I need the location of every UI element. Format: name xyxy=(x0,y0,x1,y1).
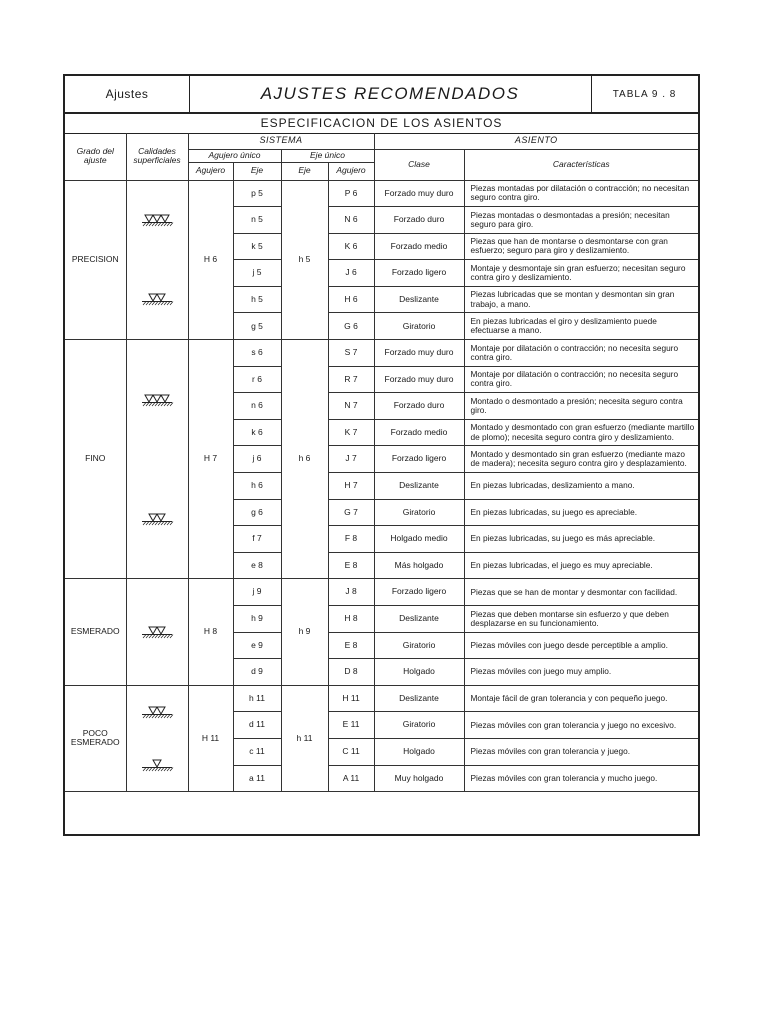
clase-cell: Deslizante xyxy=(374,473,464,500)
agujero-unico-eje-cell: d 9 xyxy=(233,659,281,686)
eje-unico-eje-cell: h 9 xyxy=(281,579,328,685)
caracteristicas-cell: Piezas lubricadas que se montan y desmontan sin gran trabajo, a mano. xyxy=(464,286,698,313)
table-row xyxy=(65,685,698,712)
caracteristicas-cell: Montaje fácil de gran tolerancia y con pequeño juego. xyxy=(464,685,698,712)
agujero-unico-eje-cell: j 5 xyxy=(233,260,281,287)
eje-unico-agujero-cell: C 11 xyxy=(328,738,374,765)
caracteristicas-cell: En piezas lubricadas el giro y deslizamiento puede efectuarse a mano. xyxy=(464,313,698,340)
eje-unico-agujero-cell: H 6 xyxy=(328,286,374,313)
grado-cell: POCO ESMERADO xyxy=(65,685,126,791)
agujero-unico-eje-cell: r 6 xyxy=(233,366,281,393)
agujero-unico-eje-cell: k 6 xyxy=(233,419,281,446)
eje-unico-agujero-cell: P 6 xyxy=(328,180,374,207)
caracteristicas-cell: Montaje por dilatación o contracción; no necesita seguro contra giro. xyxy=(464,366,698,393)
agujero-unico-agujero-cell: H 7 xyxy=(188,340,233,579)
col-header-grado: Grado del ajuste xyxy=(65,133,126,180)
surface-symbols xyxy=(127,181,188,340)
caracteristicas-cell: Piezas móviles con juego muy amplio. xyxy=(464,659,698,686)
caracteristicas-cell: Montado o desmontado a presión; necesita seguro contra giro. xyxy=(464,393,698,420)
caracteristicas-cell: Piezas móviles con gran tolerancia y mucho juego. xyxy=(464,765,698,792)
agujero-unico-eje-cell: g 5 xyxy=(233,313,281,340)
eje-unico-eje-cell: h 11 xyxy=(281,685,328,791)
grado-cell: ESMERADO xyxy=(65,579,126,685)
fits-table-body xyxy=(65,180,698,792)
caracteristicas-cell: En piezas lubricadas, su juego es más apreciable. xyxy=(464,526,698,553)
table-subtitle: ESPECIFICACION DE LOS ASIENTOS xyxy=(65,112,698,134)
eje-unico-agujero-cell: D 8 xyxy=(328,659,374,686)
eje-unico-agujero-cell: N 7 xyxy=(328,393,374,420)
col-header-agujero-2: Agujero xyxy=(328,162,374,180)
eje-unico-agujero-cell: H 8 xyxy=(328,606,374,633)
clase-cell: Forzado duro xyxy=(374,207,464,234)
clase-cell: Giratorio xyxy=(374,313,464,340)
triple-triangle-icon xyxy=(138,213,176,227)
caracteristicas-cell: Piezas montadas o desmontadas a presión; necesitan seguro para giro. xyxy=(464,207,698,234)
clase-cell: Forzado ligero xyxy=(374,260,464,287)
clase-cell: Holgado medio xyxy=(374,526,464,553)
agujero-unico-eje-cell: h 9 xyxy=(233,606,281,633)
clase-cell: Giratorio xyxy=(374,499,464,526)
eje-unico-agujero-cell: E 8 xyxy=(328,552,374,579)
double-triangle-icon xyxy=(138,292,176,306)
caracteristicas-cell: Montaje por dilatación o contracción; no necesita seguro contra giro. xyxy=(464,340,698,367)
table-number: TABLA 9 . 8 xyxy=(612,88,677,100)
clase-cell: Forzado ligero xyxy=(374,446,464,473)
col-header-eje-unico: Eje único xyxy=(281,149,374,162)
agujero-unico-agujero-cell: H 6 xyxy=(188,180,233,340)
surface-symbols xyxy=(127,579,188,684)
clase-cell: Giratorio xyxy=(374,712,464,739)
caracteristicas-cell: Piezas que deben montarse sin esfuerzo y que deben desplazarse en su funcionamiento. xyxy=(464,606,698,633)
eje-unico-agujero-cell: H 7 xyxy=(328,473,374,500)
col-header-eje-2: Eje xyxy=(281,162,328,180)
caracteristicas-cell: Piezas montadas por dilatación o contracción; no necesitan seguro contra giro. xyxy=(464,180,698,207)
surface-finish-cell xyxy=(126,579,188,685)
clase-cell: Deslizante xyxy=(374,286,464,313)
triple-triangle-icon xyxy=(138,393,176,407)
clase-cell: Forzado muy duro xyxy=(374,180,464,207)
agujero-unico-agujero-cell: H 8 xyxy=(188,579,233,685)
table-row xyxy=(65,180,698,207)
caracteristicas-cell: Montado y desmontado sin gran esfuerzo (mediante mazo de madera); necesita seguro contra giro y desplazamiento. xyxy=(464,446,698,473)
eje-unico-agujero-cell: K 6 xyxy=(328,233,374,260)
eje-unico-agujero-cell: R 7 xyxy=(328,366,374,393)
clase-cell: Muy holgado xyxy=(374,765,464,792)
eje-unico-eje-cell: h 5 xyxy=(281,180,328,340)
col-header-caracteristicas: Características xyxy=(464,149,698,180)
eje-unico-eje-cell: h 6 xyxy=(281,340,328,579)
agujero-unico-eje-cell: e 9 xyxy=(233,632,281,659)
header-bar xyxy=(65,76,698,114)
table-sheet xyxy=(63,74,700,836)
col-header-agujero-unico: Agujero único xyxy=(188,149,281,162)
eje-unico-agujero-cell: E 11 xyxy=(328,712,374,739)
agujero-unico-eje-cell: f 7 xyxy=(233,526,281,553)
caracteristicas-cell: Piezas móviles con gran tolerancia y juego no excesivo. xyxy=(464,712,698,739)
agujero-unico-eje-cell: n 5 xyxy=(233,207,281,234)
fits-table xyxy=(65,133,698,792)
clase-cell: Giratorio xyxy=(374,632,464,659)
eje-unico-agujero-cell: G 7 xyxy=(328,499,374,526)
agujero-unico-eje-cell: p 5 xyxy=(233,180,281,207)
eje-unico-agujero-cell: N 6 xyxy=(328,207,374,234)
agujero-unico-eje-cell: a 11 xyxy=(233,765,281,792)
col-header-sistema: SISTEMA xyxy=(188,133,374,149)
caracteristicas-cell: Montado y desmontado con gran esfuerzo (mediante martillo de plomo); necesita seguro contra giro y deslizamiento. xyxy=(464,419,698,446)
col-header-agujero-1: Agujero xyxy=(188,162,233,180)
eje-unico-agujero-cell: A 11 xyxy=(328,765,374,792)
agujero-unico-eje-cell: j 9 xyxy=(233,579,281,606)
eje-unico-agujero-cell: J 6 xyxy=(328,260,374,287)
caracteristicas-cell: Montaje y desmontaje sin gran esfuerzo; necesitan seguro contra giro y deslizamiento. xyxy=(464,260,698,287)
clase-cell: Más holgado xyxy=(374,552,464,579)
grado-cell: PRECISION xyxy=(65,180,126,340)
col-header-calidades: Calidades superficiales xyxy=(126,133,188,180)
agujero-unico-eje-cell: j 6 xyxy=(233,446,281,473)
eje-unico-agujero-cell: G 6 xyxy=(328,313,374,340)
page-title: AJUSTES RECOMENDADOS xyxy=(189,76,592,112)
col-header-asiento: ASIENTO xyxy=(374,133,698,149)
double-triangle-icon xyxy=(138,705,176,719)
clase-cell: Forzado muy duro xyxy=(374,340,464,367)
table-row xyxy=(65,340,698,367)
agujero-unico-eje-cell: h 6 xyxy=(233,473,281,500)
clase-cell: Holgado xyxy=(374,659,464,686)
eje-unico-agujero-cell: F 8 xyxy=(328,526,374,553)
surface-symbols xyxy=(127,686,188,791)
eje-unico-agujero-cell: H 11 xyxy=(328,685,374,712)
caracteristicas-cell: Piezas que se han de montar y desmontar con facilidad. xyxy=(464,579,698,606)
surface-finish-cell xyxy=(126,685,188,791)
eje-unico-agujero-cell: J 7 xyxy=(328,446,374,473)
surface-symbols xyxy=(127,340,188,578)
caracteristicas-cell: En piezas lubricadas, el juego es muy apreciable. xyxy=(464,552,698,579)
col-header-clase: Clase xyxy=(374,149,464,180)
surface-finish-cell xyxy=(126,180,188,340)
col-header-eje-1: Eje xyxy=(233,162,281,180)
clase-cell: Forzado ligero xyxy=(374,579,464,606)
caracteristicas-cell: Piezas móviles con gran tolerancia y juego. xyxy=(464,738,698,765)
surface-finish-cell xyxy=(126,340,188,579)
caracteristicas-cell: Piezas que han de montarse o desmontarse con gran esfuerzo; seguro para giro y deslizamiento. xyxy=(464,233,698,260)
eje-unico-agujero-cell: S 7 xyxy=(328,340,374,367)
agujero-unico-eje-cell: k 5 xyxy=(233,233,281,260)
agujero-unico-eje-cell: c 11 xyxy=(233,738,281,765)
grado-cell: FINO xyxy=(65,340,126,579)
eje-unico-agujero-cell: E 8 xyxy=(328,632,374,659)
eje-unico-agujero-cell: J 8 xyxy=(328,579,374,606)
single-triangle-icon xyxy=(138,758,176,772)
clase-cell: Forzado medio xyxy=(374,233,464,260)
clase-cell: Forzado muy duro xyxy=(374,366,464,393)
table-row xyxy=(65,579,698,606)
clase-cell: Forzado duro xyxy=(374,393,464,420)
clase-cell: Deslizante xyxy=(374,606,464,633)
agujero-unico-eje-cell: n 6 xyxy=(233,393,281,420)
agujero-unico-eje-cell: s 6 xyxy=(233,340,281,367)
agujero-unico-eje-cell: e 8 xyxy=(233,552,281,579)
agujero-unico-eje-cell: h 5 xyxy=(233,286,281,313)
header-section-label: Ajustes xyxy=(65,76,190,112)
caracteristicas-cell: En piezas lubricadas, deslizamiento a mano. xyxy=(464,473,698,500)
agujero-unico-eje-cell: h 11 xyxy=(233,685,281,712)
double-triangle-icon xyxy=(138,512,176,526)
double-triangle-icon xyxy=(138,625,176,639)
eje-unico-agujero-cell: K 7 xyxy=(328,419,374,446)
agujero-unico-agujero-cell: H 11 xyxy=(188,685,233,791)
clase-cell: Deslizante xyxy=(374,685,464,712)
agujero-unico-eje-cell: d 11 xyxy=(233,712,281,739)
clase-cell: Holgado xyxy=(374,738,464,765)
caracteristicas-cell: Piezas móviles con juego desde perceptible a amplio. xyxy=(464,632,698,659)
agujero-unico-eje-cell: g 6 xyxy=(233,499,281,526)
caracteristicas-cell: En piezas lubricadas, su juego es apreciable. xyxy=(464,499,698,526)
clase-cell: Forzado medio xyxy=(374,419,464,446)
